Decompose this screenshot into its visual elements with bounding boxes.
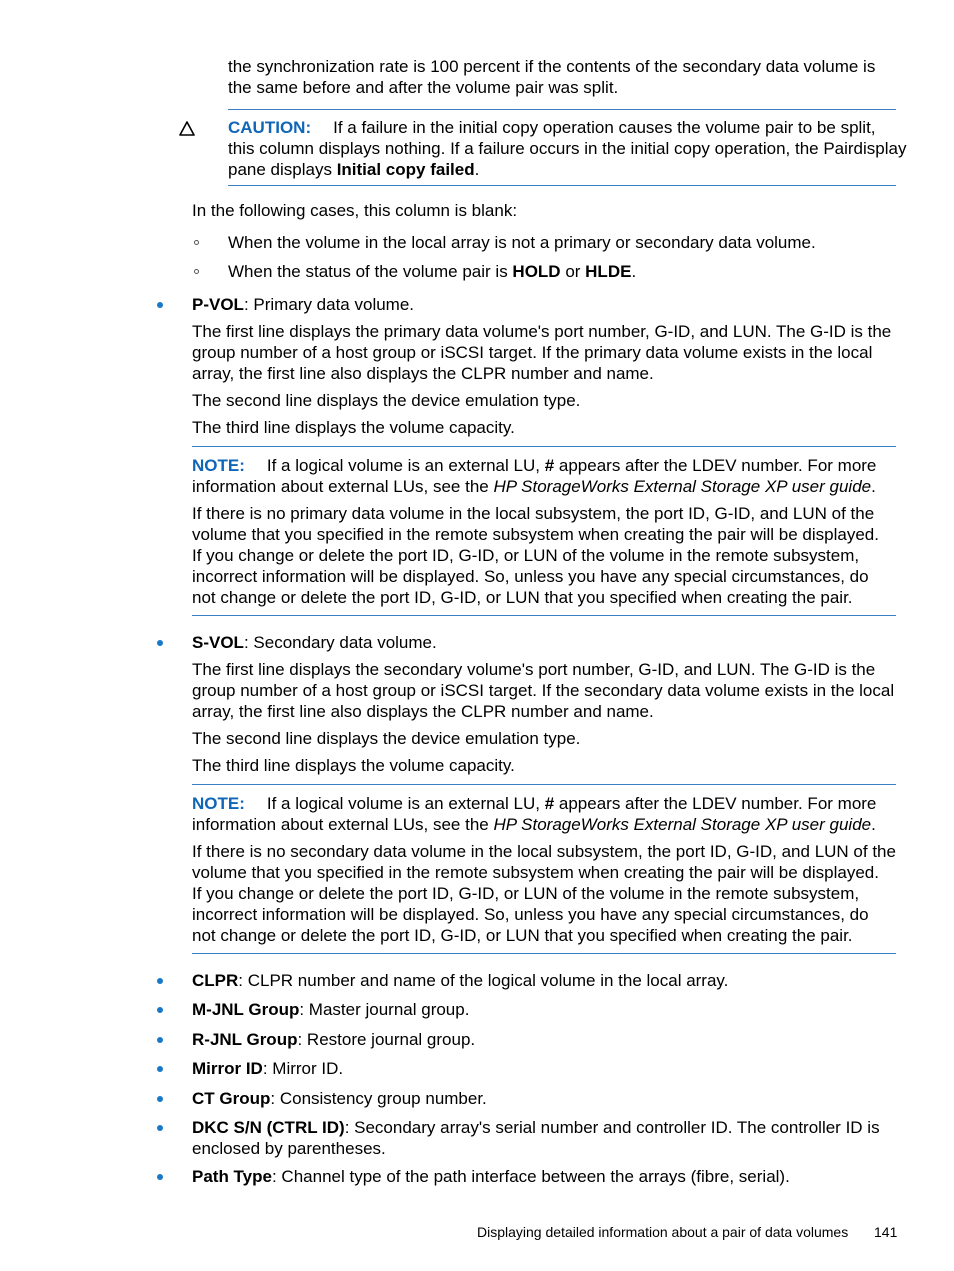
pvol-note-line-1: NOTE: If a logical volume is an external LU, # appears after the LDEV number. For more: [192, 456, 877, 475]
page-number: 141: [874, 1224, 898, 1240]
pvol-p2: The second line displays the device emulation type.: [192, 391, 581, 410]
pvol-p1-line-1: The first line displays the primary data volume's port number, G-ID, and LUN. The G-ID is the: [192, 322, 892, 341]
pvol-note2-line-2: volume that you specified in the remote subsystem when creating the pair will be displayed.: [192, 525, 879, 544]
caution-line-3: pane displays Initial copy failed.: [228, 160, 480, 179]
svol-note2-line-5: not change or delete the port ID, G-ID, or LUN that you specified when creating the pair.: [192, 926, 853, 945]
caution-line-1: CAUTION: If a failure in the initial copy operation causes the volume pair to be split,: [228, 118, 876, 137]
blank-case-item-1: When the volume in the local array is not a primary or secondary data volume.: [228, 233, 816, 252]
svol-note-line-1: NOTE: If a logical volume is an external LU, # appears after the LDEV number. For more: [192, 794, 877, 813]
pvol-p1-line-2: group number of a host group or iSCSI target. If the primary data volume exists in the local: [192, 343, 873, 362]
intro-line-2: the same before and after the volume pair was split.: [228, 78, 619, 97]
bullet: [157, 1125, 163, 1131]
pvol-note2-line-3: If you change or delete the port ID, G-ID, or LUN of the volume in the remote subsystem,: [192, 546, 860, 565]
sub-bullet: [194, 269, 199, 274]
svol-note2-line-4: incorrect information will be displayed. So, unless you have any special circumstances, do: [192, 905, 869, 924]
bullet: [157, 1007, 163, 1013]
svol-note-line-2: information about external LUs, see the HP StorageWorks External Storage XP user guide.: [192, 815, 876, 834]
svol-p1-line-1: The first line displays the secondary volume's port number, G-ID, and LUN. The G-ID is the: [192, 660, 876, 679]
pvol-note-line-2: information about external LUs, see the HP StorageWorks External Storage XP user guide.: [192, 477, 876, 496]
bullet: [157, 1066, 163, 1072]
pvol-note2-line-1: If there is no primary data volume in the local subsystem, the port ID, G-ID, and LUN of the: [192, 504, 875, 523]
svol-p1-line-3: array, the first line also displays the CLPR number and name.: [192, 702, 654, 721]
svol-p2: The second line displays the device emulation type.: [192, 729, 581, 748]
intro-line-1: the synchronization rate is 100 percent if the contents of the secondary data volume is: [228, 57, 876, 76]
svol-note2-line-2: volume that you specified in the remote subsystem when creating the pair will be displayed.: [192, 863, 879, 882]
pvol-p1-line-3: array, the first line also displays the CLPR number and name.: [192, 364, 654, 383]
svol-item: S-VOL: Secondary data volume.: [192, 633, 437, 652]
pvol-item: P-VOL: Primary data volume.: [192, 295, 415, 314]
bullet: [157, 1096, 163, 1102]
svol-note2-line-1: If there is no secondary data volume in the local subsystem, the port ID, G-ID, and LUN of the: [192, 842, 896, 861]
footer-title: Displaying detailed information about a pair of data volumes: [477, 1224, 849, 1240]
svol-note2-line-3: If you change or delete the port ID, G-ID, or LUN of the volume in the remote subsystem,: [192, 884, 860, 903]
rjnl-item: R-JNL Group: Restore journal group.: [192, 1030, 476, 1049]
pvol-note-top-rule: [192, 446, 896, 447]
dkc-item-line-1: DKC S/N (CTRL ID): Secondary array's serial number and controller ID. The controller ID is: [192, 1118, 880, 1137]
svol-note-top-rule: [192, 784, 896, 785]
svol-p1-line-2: group number of a host group or iSCSI target. If the secondary data volume exists in the local: [192, 681, 895, 700]
caution-bottom-rule: [228, 185, 896, 186]
mirror-item: Mirror ID: Mirror ID.: [192, 1059, 344, 1078]
pvol-note2-line-4: incorrect information will be displayed. So, unless you have any special circumstances, do: [192, 567, 869, 586]
bullet: [157, 978, 163, 984]
caution-top-rule: [228, 109, 896, 110]
bullet: [157, 1037, 163, 1043]
blank-case-item-2: When the status of the volume pair is HOLD or HLDE.: [228, 262, 637, 281]
dkc-item-line-2: enclosed by parentheses.: [192, 1139, 386, 1158]
path-type-item: Path Type: Channel type of the path interface between the arrays (fibre, serial).: [192, 1167, 790, 1186]
caution-triangle-icon: [179, 121, 195, 136]
svol-p3: The third line displays the volume capacity.: [192, 756, 515, 775]
sub-bullet: [194, 240, 199, 245]
mjnl-item: M-JNL Group: Master journal group.: [192, 1000, 470, 1019]
ct-group-item: CT Group: Consistency group number.: [192, 1089, 487, 1108]
svol-note-bottom-rule: [192, 953, 896, 954]
caution-line-2: this column displays nothing. If a failure occurs in the initial copy operation, the Pairdisplay: [228, 139, 907, 158]
bullet: [157, 302, 163, 308]
pvol-p3: The third line displays the volume capacity.: [192, 418, 515, 437]
pvol-note2-line-5: not change or delete the port ID, G-ID, or LUN that you specified when creating the pair.: [192, 588, 853, 607]
caution-label: CAUTION:: [228, 118, 312, 137]
pvol-note-bottom-rule: [192, 615, 896, 616]
blank-cases-heading: In the following cases, this column is blank:: [192, 201, 518, 220]
clpr-item: CLPR: CLPR number and name of the logical volume in the local array.: [192, 971, 729, 990]
bullet: [157, 640, 163, 646]
bullet: [157, 1174, 163, 1180]
